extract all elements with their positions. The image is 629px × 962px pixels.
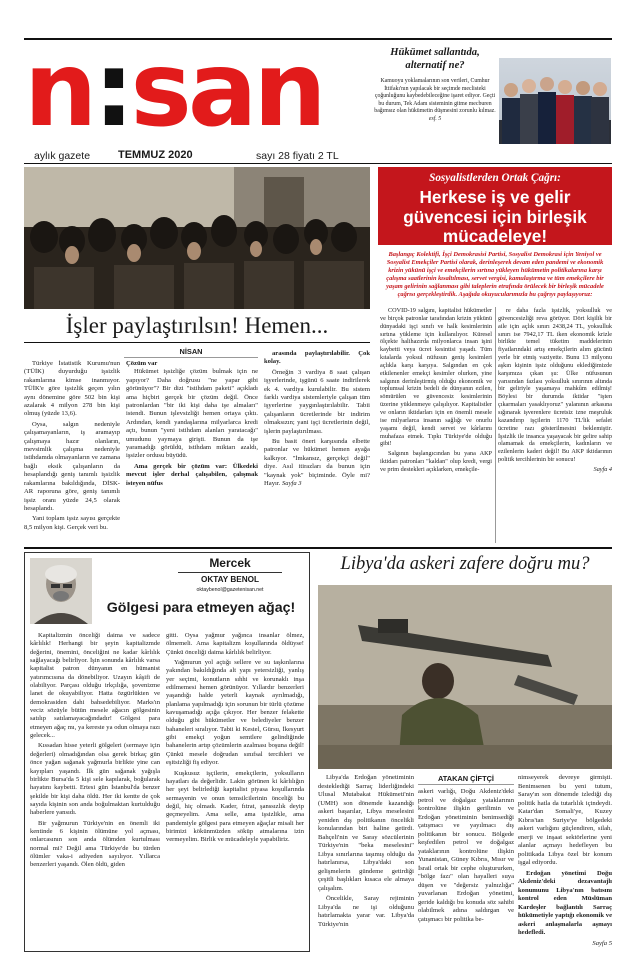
main-headline-rule (24, 342, 370, 343)
politicians-illustration (499, 58, 611, 144)
main-col3-p3-text: Bu basit öneri karşısında elbette patronlar ve hükümet hemen ayağa kalkıyor. "İmkansız, gerçekçi değil" diye. Asıl itirazları da bunun için "kaynak yok" biçiminde. Öyle mi? Hayır. (264, 438, 370, 488)
libya-col3 (518, 774, 612, 948)
libya-byline: ATAKAN ÇİFTÇİ (438, 774, 494, 783)
column-col2-p1: gitti. Oysa yağmur yağınca insanlar ölmez, ölmemeli. Ama kapitalizm koşullarında öldüyse! Çünkü önceliği daima kârlılık belirliyor. (166, 632, 304, 656)
statement-col1-p1: COVID-19 salgını, kapitalist hükümetler ve birçok patronlar tarafından krizin yükünü dünyadaki işçi sınıfı ve halk kesimlerinin sırtına yükleme için kullanılıyor. Küresel ölçekte halihazırda milyonlarca insan işini kaybetti veya ücret kesintisi yaşadı. Tüm kıtalarda yoksul nüfusun geniş kesimleri açlıkla karşı karşıya. Salgından en çok etkilenenler emekçi kesimler olurken, yine salgının derinleştirmiş olduğu ekonomik ve toplumsal krizin bedeli de dünyanın ezilen, sömürülen ve güvencesiz kesimlerinin üzerine yüklenmeye çalışılıyor. Kapitalistler ve onların iktidarları için en önemli mesele ise milyarlarca insanın sağlığı ve onurlu yaşamı değil, kendi servet ve kârlarını muhafaza etmek. Tıpkı Türkiye'de olduğu gibi! (380, 307, 492, 448)
main-col3 (264, 350, 370, 491)
main-col3-p3 (264, 438, 370, 488)
main-headline: İşler paylaştırılsın! Hemen... (65, 313, 329, 338)
column-section-rule (178, 572, 282, 573)
teaser-politicians-photo (499, 58, 611, 144)
main-col2-p1: Hükümet işsizliğe çözüm bulmak için ne yapıyor? Daha doğrusu "ne yapar gibi görünüyor"? Bir dizi "istihdam paketi" açıkladı ama hiçbiri gerçek bir çözüm değil. Önce patronlardan "bir iki kişi daha işe almaları" istendi. Bunun işlevsizliği hemen ortaya çıktı. Ardından, kendi yandaşlarına milyarlarca kredi açtı, bunun "yeni istihdam alanları yaratacağı" umudunu yaymaya girişti. Bunun da işe yaramadığı görüldü, istihdam miktarı azaldı, işsizler ordusu büyüdü. (126, 368, 258, 460)
masthead-date: TEMMUZ 2020 (118, 149, 193, 161)
mid-divider (24, 547, 612, 549)
column-col1-p1: Kapitalizmin önceliği daima ve sadece kârlılık! Herhangi bir şeyin kapitalizmde değerini, önemini, önceliğini ne kadar kârlılık sağlayacağı belirliyor. İşin sonunda kârlılık varsa kapitalist patron dünyanın en hümanist yatırımcısına da dönebiliyor. Uzayın kâşifi de olabiliyor. Parçası olduğu irkçılığa, şovenizme lanet de okuyabiliyor. Hatta özgürlükten ve demokrasiden dahi bahsedebiliyor. Marks'ın veciz sözüyle bütün mesele ağacın gölgesinin satılıp satılamayacağındadır! Gölgesi para etmeyen ağaç mı, ya kereste ya odun olmaya razı gelecek... (30, 632, 160, 740)
masthead-bottom-rule (24, 163, 612, 164)
masthead-logo (24, 30, 374, 150)
libya-headline: Libya'da askeri zafere doğru mu? (340, 554, 590, 574)
statement-col-divider (495, 307, 496, 543)
author-portrait (30, 558, 92, 624)
logo-san: san (130, 30, 323, 150)
column-col1-p2: Kıssadan hisse yeterli gölgeleri (sermaye için değerleri) olmadığından olsa gerek birkaç gün önce yağan sağanak yağmurla birlikte yine can kayıpları yaşandı. İlk gün sağanak yağışla birlikte Bursa'da 5 kişi sele kapılarak, boğularak hayatını kaybetti. Ertesi gün İstanbul'da benzer şekilde bir kişi daha öldü. Her iki kentte de çok sayıda kişinin son anda boğulmaktan kurtulduğu haberlere yansıdı. (30, 742, 160, 817)
column-section: Mercek (209, 556, 251, 570)
libya-soldier-illustration (318, 585, 612, 769)
logo-colon: : (93, 30, 131, 150)
teaser-ref: esf. 5 (428, 115, 442, 122)
statement-col2-p1: re daha fazla işsizlik, yoksulluk ve güvencesizliği reva görüyor. Dört kişilik bir aile için açlık sınırı 2438,24 TL, yoksulluk sınırı ise 7942,17 TL iken ekonomik krizle birlikte temel tüketim maddelerinin fiyatlarındaki artış emekçilerin alım gücünü yerle bir etmiş vaziyette. Bunu 13 milyonu aşkın kişinin işsiz olduğunu eklediğimizde karşımıza çıkan şu: Ülke nüfusunun yarısından fazlası yoksulluk sınırının altında bir geliriyle yaşamaya mahkûm edilmiş! Böylesi bir durumda iktidar "işten çıkarmaları yasaklıyoruz" yalanının arkasına sığınarak işverenlere ücretsiz izne meşruluk kazandırıp işçilerin 1170 TL'lik sefalet ücretine razı gösterilmesini beklemiştir. İşsizlik ile insanca yaşayacak bir gelire sahip olamamak da emekçilerin, kadınların ve ezilenlerin kaderi değil! Bu AKP iktidarının politik tercihlerinin bir sonucu! (498, 307, 612, 464)
crowd-illustration (24, 167, 370, 309)
main-ref: Sayfa 3 (281, 480, 302, 488)
libya-col1-p2: Öncelikle, Saray rejiminin Libya'da ne işi olduğunu hatırlamakta yarar var. Libya'da Türkiye'nin (318, 895, 414, 928)
libya-col2 (418, 788, 514, 926)
main-col1-p1: Türkiye İstatistik Kurumu'nun (TÜİK) duyurduğu işsizlik rakamlarına kimse inanmıyor. TÜİK'e göre işsizlik geçen yılın aynı dönemine göre 502 bin kişi azalarak 4 milyon 278 bin kişi olmuş (yüzde 13,6). (24, 360, 120, 418)
libya-soldier-photo (318, 585, 612, 769)
libya-col1-p1: Libya'da Erdoğan yönetiminin desteklediği Sarraç liderliğindeki Ulusal Mutabakat Hükümeti'nin (UMH) son dönemde kazandığı askeri başarılar, Libya meselesini yeniden dış politikanın öncelikli konularından biri haline getirdi. Bahçeli'nin ve Saray sözcülerinin Türkiye'nin "beka meselesini" Libya sınırlarına taşımış olduğu da hatırlanırsa, Libya'daki son gelişmelerin gündeme getirdiği çeşitli başlıkları kısaca ele almaya çalışalım. (318, 774, 414, 892)
main-byline-rule (124, 357, 258, 358)
main-byline: NİSAN (179, 347, 203, 356)
statement-headline: Herkese iş ve gelir güvencesi için birleşik mücadeleye! (403, 187, 587, 246)
logo-n: n (24, 30, 94, 150)
column-author: OKTAY BENOL (200, 575, 260, 584)
statement-col1-p2: Salgının başlangıcından bu yana AKP iktidarı patronları "kaldan" olup kredi, vergi ve prim destekleri açıklarken, emekçile- (380, 450, 492, 473)
teaser-body (372, 78, 498, 124)
statement-intro: Başlangıç Kolektifi, İşçi Demokrasisi Partisi, Sosyalist Demokrasi için Yeniyol ve Sosyalist Emekçiler Partisi olarak, derinleşerek devam eden pandemi ve ekonomik krizin yükünü işçi ve emekçilerin sırtına yükleyen hükümetin politikalarına karşı çalışma saatlerinin kısaltılması, servet vergisi, kamulaştırma ve tüm emekçilere bir yaşam gelirinin sağlanması gibi taleplerin etrafında örülecek bir birleşik mücadele çağrısı gerçekleştirdik. Aşağıda okuyucularımızla bu çağrıyı paylaşıyoruz: (386, 251, 604, 299)
column-headline: Gölgesi para etmeyen ağaç! (106, 600, 296, 616)
libya-byline-rule (418, 784, 514, 785)
main-col2 (126, 360, 258, 490)
column-col2-p3: Kuşkusuz işçilerin, emekçilerin, yoksulların hayatları da değerlidir. Lakin görünen ki kârlılığın her şeyi belirlediği kapitalist piyasa koşullarında sermayenin ve onun temsilcilerinin önceliği bu değil, hiç olmadı. Kader, fıtrat, şanssızlık deyip geçmeyelim. Ama selle, ama işsizlikle, ama pandemiyle gölgesi para etmeyen ağaçlar misali her birimizi kökünmüzden söküp atmalarına izin vermeyelim. Birlik ve mücadeleyle yapabiliriz. (166, 769, 304, 844)
main-col1 (24, 360, 120, 534)
statement-col2 (498, 307, 612, 474)
main-subhead: Çözüm var (126, 360, 158, 367)
statement-ref: Sayfa 4 (593, 465, 612, 473)
libya-col1 (318, 774, 414, 931)
column-col1-p3: Bir yağmurun Türkiye'nin en önemli iki kentinde 6 kişinin ölümüne yol açması, onlarcasının son anda ölümden kurtulması normal mi? Değil ama Türkiye'de bu türden ölümler vaka-i adiyeden sayılıyor. Yıllarca benzerleri yaşandı. Ölen öldü, giden (30, 819, 160, 869)
author-portrait-illustration (30, 558, 92, 624)
main-col3-p1: arasında paylaştırılabilir. Çok kolay. (264, 350, 370, 366)
unemployment-queue-photo (24, 167, 370, 309)
teaser-title: Hükümet sallantıda, alternatif ne? (390, 47, 480, 71)
teaser-body-text: Kamuoyu yoklamalarının son verileri, Cumhur İttifakı'nın yapılacak bir seçimde meclisteki çoğunluğunu kaybedebileceğine işaret ediyor. Geçti bu durum, Tek Adam sisteminin gitme mecburen bağımsız olan hükümetin düşmesini zorunlu kılmaz. (374, 78, 496, 115)
main-col1-p3: Yani toplam işsiz sayısı gerçekte 8,5 milyon kişi. Gerçek veri bu. (24, 515, 120, 531)
column-col2 (166, 632, 304, 847)
main-col1-p2: Oysa, salgın nedeniyle çalışamayanların, iş aramayıp çalışmaya hazır olanların, mevsimlik çalışma nedeniyle istihdamda olmayanların ve zamana bağlı eksik çalışanların da hesaplandığı geniş tanımlı işsizlik rakamlarına bakıldığında, DİSK-AR raporuna göre, geniş tanımlı işsiz oranı yüzde 24,5 olarak hesaplandı. (24, 420, 120, 512)
column-col1 (30, 632, 160, 872)
main-col3-p2: Örneğin 3 vardiya 8 saat çalışan işyerlerinde, işgünü 6 saate indirilerek ek 4. vardiya kurulabilir. Bu sistem farklı vardiya sistemleriyle çalışan tüm işyerlerine yaygınlaştırılabilir. Tabii çalışanların ücretlerinde bir indirim olmaksızın; yani işçi ücretlerinin değil, işlerin paylaştırılması. (264, 368, 370, 435)
masthead-issue: sayı 28 fiyatı 2 TL (256, 150, 339, 162)
statement-kicker: Sosyalistlerden Ortak Çağrı: (429, 172, 561, 184)
statement-col1 (380, 307, 492, 476)
libya-col2-p1: askeri varlığı, Doğu Akdeniz'deki petrol ve doğalgaz yataklarının kontrolüne ilişkin gerilimin ve Erdoğan yönetiminin benimsediği çatışmacı ve yayılmacı dış politikanın bir sonucu. Bölgede keşfedilen petrol ve doğalgaz yataklarının kontrolüne ilişkin Yunanistan, Güney Kıbrıs, Mısır ve İsrail ortak bir cephe oluştururken, "bölge fazı" olan hayalleri suya düşen ve "değersiz yalnızlığa" yuvarlanan Erdoğan yönetimi, geride kaldığı bu konuda söz sahibi olabilmek adına saldırgan ve çatışmacı bir politika be- (418, 788, 514, 923)
column-email: oktaybenol@gazetenisan.net (196, 587, 264, 593)
column-col2-p2: Yağmurun yol açtığı sellere ve su taşkınlarına yakından bakıldığında alt yapı yetersizliği, yanlış yer seçimi, konutların sıhhi ve korunaklı inşa edilmemesi hemen görünüyor. Yıllardır benzerleri yaşandığı halde yeterli kaynak ayrılmadığı, planlama yapılmadığı için sorunun bir türlü çözüme kavuşamadığı açığa çıkıyor. Her benzer felakette olduğu gibi hükümetler ve belediyeler benzer bahaneleri sıralıyor. Tabii ki Kestel, Gürsu, İkesyurt gibi emekçi yoğun semtlere gelindiğinde bahanelerin artıp çözümlerin azalması boşuna değil! Çünkü mesele doğrudan sınıfsal tercihleri ve eşitsizliği fiş ediyor. (166, 659, 304, 767)
masthead-subtitle: aylık gazete (34, 150, 91, 162)
libya-col3-p1: nimseyerek devreye girmişti. Benimsenen bu yeni tutum, Saray'ın son dönemde izlediği dış politik hatla da tutarlılık içindeydi. Katar'dan Somali'ye, Kuzey Kıbrıs'tan Suriye'ye bölgedeki askeri varlığını güçlendiren, silah, enerji ve inşaat sektörlerine yeni alanlar açmayı hedefleyen bu politikada Libya özel bir konum işgal ediyordu. (518, 774, 612, 866)
libya-col3-p2: Erdoğan yönetimi Doğu Akdeniz'deki dezavantajlı konumunu Libya'nın batısını kontrol eden Müslüman Kardeşler bağlantılı Sarraç hükümetiyle yaptığı ekonomik ve askeri anlaşmalarla aşmayı hedefledi. (518, 869, 612, 936)
libya-ref: Sayfa 5 (592, 939, 612, 947)
main-col2-p2: Ama gerçek bir çözüm var: Ülkedeki mevcut işler derhal çalışabilen, çalışmak isteyen nüfus (126, 462, 258, 487)
